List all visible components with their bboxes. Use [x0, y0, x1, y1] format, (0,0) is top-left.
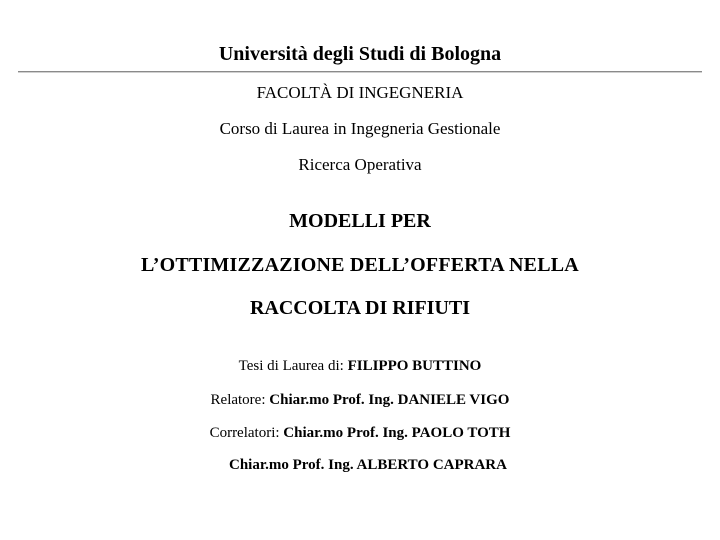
coadvisors-line	[0, 425, 720, 442]
thesis-title-line-2: L’OTTIMIZZAZIONE DELL’OFFERTA NELLA	[141, 254, 579, 276]
coadvisors-label: Correlatori:	[209, 425, 280, 441]
thesis-author-name: FILIPPO BUTTINO	[347, 358, 482, 374]
thesis-title-line-3: RACCOLTA DI RIFIUTI	[249, 297, 471, 319]
advisor-line	[0, 392, 720, 409]
thesis-title-line-1: MODELLI PER	[289, 210, 431, 232]
thesis-author-label: Tesi di Laurea di:	[238, 358, 344, 374]
coadvisor-2-name: Chiar.mo Prof. Ing. ALBERTO CAPRARA	[229, 457, 507, 473]
coadvisor-1-name: Chiar.mo Prof. Ing. PAOLO TOTH	[283, 425, 511, 441]
thesis-author-line	[0, 358, 720, 375]
advisor-name: Chiar.mo Prof. Ing. DANIELE VIGO	[269, 392, 510, 408]
university-name: Università degli Studi di Bologna	[218, 43, 502, 65]
faculty-name: FACOLTÀ DI INGEGNERIA	[256, 83, 464, 102]
course-name: Corso di Laurea in Ingegneria Gestionale	[219, 119, 501, 138]
advisor-label: Relatore:	[210, 392, 266, 408]
header-divider	[18, 71, 702, 73]
subject-name: Ricerca Operativa	[298, 155, 422, 174]
